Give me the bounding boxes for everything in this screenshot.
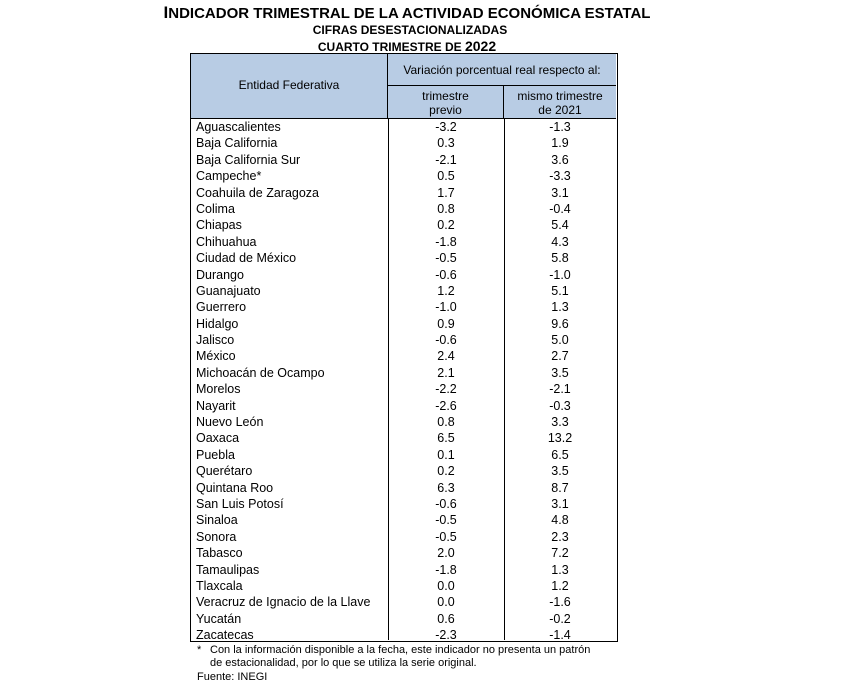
- cell-mismo-trimestre: 3.6: [551, 152, 569, 167]
- cell-trimestre-previo: 0.5: [437, 169, 455, 184]
- cell-mismo-trimestre: -1.0: [549, 267, 571, 282]
- cell-mismo-trimestre: 7.2: [551, 546, 569, 561]
- report-period: [7, 38, 807, 54]
- cell-trimestre-previo: 0.1: [437, 447, 455, 462]
- cell-mismo-trimestre: 1.9: [551, 136, 569, 151]
- cell-trimestre-previo: 6.5: [437, 431, 455, 446]
- header-mismo-trimestre: [504, 86, 616, 118]
- cell-trimestre-previo: -0.6: [435, 496, 457, 511]
- cell-mismo-trimestre: -1.3: [549, 120, 571, 134]
- header-variacion: [388, 54, 616, 86]
- cell-mismo-trimestre: 3.5: [551, 365, 569, 380]
- cell-trimestre-previo: 1.2: [437, 283, 455, 298]
- cell-trimestre-previo: 2.4: [437, 349, 455, 364]
- cell-mismo-trimestre: 9.6: [551, 316, 569, 331]
- table-row: [191, 381, 616, 397]
- report-title: [7, 3, 807, 23]
- table-row: [191, 578, 616, 594]
- table-row: [191, 348, 616, 364]
- table-row: [191, 135, 616, 151]
- table-row: [191, 283, 616, 299]
- table-row: [191, 496, 616, 512]
- cell-mismo-trimestre: 1.3: [551, 562, 569, 577]
- cell-entidad: Guanajuato: [196, 283, 261, 298]
- header-trimestre-previo: [388, 86, 504, 118]
- cell-trimestre-previo: -0.6: [435, 333, 457, 348]
- cell-mismo-trimestre: 1.2: [551, 578, 569, 593]
- cell-entidad: Baja California Sur: [196, 152, 301, 167]
- cell-mismo-trimestre: 2.3: [551, 529, 569, 544]
- cell-mismo-trimestre: -1.4: [549, 628, 571, 643]
- cell-entidad: Ciudad de México: [196, 251, 297, 266]
- cell-entidad: Hidalgo: [196, 316, 239, 331]
- table-row: [191, 365, 616, 381]
- report-title-rest: NDICADOR TRIMESTRAL DE LA ACTIVIDAD ECONÓMICA ESTATAL: [168, 5, 651, 22]
- table-row: [191, 316, 616, 332]
- cell-entidad: Querétaro: [196, 464, 253, 479]
- cell-mismo-trimestre: 3.1: [551, 496, 569, 511]
- cell-mismo-trimestre: 5.4: [551, 218, 569, 233]
- cell-entidad: Chiapas: [196, 218, 242, 233]
- cell-entidad: Michoacán de Ocampo: [196, 365, 325, 380]
- cell-mismo-trimestre: -2.1: [549, 382, 571, 397]
- table-row: [191, 430, 616, 446]
- table-row: [191, 267, 616, 283]
- cell-trimestre-previo: 0.6: [437, 611, 455, 626]
- table-row: [191, 414, 616, 430]
- cell-entidad: Tabasco: [196, 546, 243, 561]
- cell-trimestre-previo: 2.1: [437, 365, 455, 380]
- table-row: [191, 627, 616, 643]
- cell-entidad: Yucatán: [196, 611, 242, 626]
- footnote-line-2: de estacionalidad, por lo que se utiliza la serie original.: [210, 657, 477, 669]
- cell-trimestre-previo: 0.2: [437, 218, 455, 233]
- cell-trimestre-previo: -1.8: [435, 234, 457, 249]
- table-row: [191, 119, 616, 135]
- table-row: [191, 250, 616, 266]
- cell-mismo-trimestre: -1.6: [549, 595, 571, 610]
- data-table: [190, 53, 618, 642]
- table-row: [191, 594, 616, 610]
- cell-mismo-trimestre: 4.8: [551, 513, 569, 528]
- cell-mismo-trimestre: 8.7: [551, 480, 569, 495]
- cell-entidad: Aguascalientes: [196, 120, 281, 134]
- cell-mismo-trimestre: 1.3: [551, 300, 569, 315]
- cell-entidad: Zacatecas: [196, 628, 254, 643]
- table-row: [191, 201, 616, 217]
- cell-trimestre-previo: -1.8: [435, 562, 457, 577]
- cell-entidad: Coahuila de Zaragoza: [196, 185, 319, 200]
- cell-trimestre-previo: -0.5: [435, 251, 457, 266]
- cell-mismo-trimestre: 3.5: [551, 464, 569, 479]
- cell-mismo-trimestre: 5.8: [551, 251, 569, 266]
- cell-trimestre-previo: -0.6: [435, 267, 457, 282]
- cell-trimestre-previo: 6.3: [437, 480, 455, 495]
- table-row: [191, 529, 616, 545]
- table-row: [191, 299, 616, 315]
- header-variacion-label: Variación porcentual real respecto al:: [403, 62, 601, 77]
- cell-trimestre-previo: -0.5: [435, 529, 457, 544]
- cell-trimestre-previo: 1.7: [437, 185, 455, 200]
- cell-trimestre-previo: -2.6: [435, 398, 457, 413]
- table-row: [191, 447, 616, 463]
- table-row: [191, 480, 616, 496]
- cell-entidad: Jalisco: [196, 333, 235, 348]
- cell-trimestre-previo: 0.8: [437, 415, 455, 430]
- cell-entidad: Nuevo León: [196, 415, 264, 430]
- cell-trimestre-previo: 0.0: [437, 578, 455, 593]
- cell-entidad: Nayarit: [196, 398, 236, 413]
- cell-trimestre-previo: -0.5: [435, 513, 457, 528]
- report-title-initial: I: [163, 3, 169, 22]
- cell-entidad: Baja California: [196, 136, 278, 151]
- table-row: [191, 217, 616, 233]
- cell-entidad: Oaxaca: [196, 431, 240, 446]
- cell-trimestre-previo: 0.8: [437, 201, 455, 216]
- cell-entidad: Durango: [196, 267, 244, 282]
- cell-trimestre-previo: -3.2: [435, 120, 457, 134]
- cell-mismo-trimestre: 3.1: [551, 185, 569, 200]
- cell-entidad: Morelos: [196, 382, 241, 397]
- header-trimestre-previo-label: trimestre previo: [422, 89, 469, 117]
- cell-trimestre-previo: -2.3: [435, 628, 457, 643]
- table-body: [191, 119, 616, 644]
- table-row: [191, 234, 616, 250]
- table-row: [191, 168, 616, 184]
- table-row: [191, 562, 616, 578]
- cell-mismo-trimestre: -0.2: [549, 611, 571, 626]
- cell-mismo-trimestre: -0.4: [549, 201, 571, 216]
- source-note: Fuente: INEGI: [197, 671, 268, 683]
- cell-entidad: Sonora: [196, 529, 237, 544]
- cell-trimestre-previo: -2.1: [435, 152, 457, 167]
- table-row: [191, 398, 616, 414]
- cell-entidad: Quintana Roo: [196, 480, 274, 495]
- cell-mismo-trimestre: 6.5: [551, 447, 569, 462]
- cell-entidad: Tlaxcala: [196, 578, 243, 593]
- table-row: [191, 185, 616, 201]
- cell-entidad: Colima: [196, 201, 235, 216]
- cell-trimestre-previo: 0.9: [437, 316, 455, 331]
- table-row: [191, 463, 616, 479]
- header-entidad-label: Entidad Federativa: [238, 78, 340, 92]
- table-row: [191, 152, 616, 168]
- cell-mismo-trimestre: -3.3: [549, 169, 571, 184]
- cell-trimestre-previo: 0.3: [437, 136, 455, 151]
- footnote-line-1: Con la información disponible a la fecha, este indicador no presenta un patrón: [210, 644, 591, 656]
- cell-trimestre-previo: -1.0: [435, 300, 457, 315]
- cell-mismo-trimestre: 2.7: [551, 349, 569, 364]
- cell-mismo-trimestre: 5.1: [551, 283, 569, 298]
- cell-mismo-trimestre: -0.3: [549, 398, 571, 413]
- cell-trimestre-previo: 0.0: [437, 595, 455, 610]
- report-subtitle: CIFRAS DESESTACIONALIZADAS: [312, 23, 508, 37]
- cell-entidad: San Luis Potosí: [196, 496, 284, 511]
- cell-entidad: Chihuahua: [196, 234, 257, 249]
- table-row: [191, 512, 616, 528]
- cell-trimestre-previo: -2.2: [435, 382, 457, 397]
- cell-trimestre-previo: 2.0: [437, 546, 455, 561]
- cell-entidad: Veracruz de Ignacio de la Llave: [196, 595, 371, 610]
- report-period-year: 2022: [464, 38, 497, 54]
- header-mismo-trimestre-label: mismo trimestre de 2021: [517, 89, 603, 117]
- table-row: [191, 611, 616, 627]
- cell-entidad: Sinaloa: [196, 513, 238, 528]
- cell-trimestre-previo: 0.2: [437, 464, 455, 479]
- cell-entidad: México: [196, 349, 236, 364]
- cell-entidad: Puebla: [196, 447, 235, 462]
- table-row: [191, 332, 616, 348]
- cell-entidad: Campeche*: [196, 169, 262, 184]
- cell-entidad: Guerrero: [196, 300, 247, 315]
- cell-mismo-trimestre: 5.0: [551, 333, 569, 348]
- footnote-marker: *: [197, 644, 202, 656]
- cell-entidad: Tamaulipas: [196, 562, 260, 577]
- cell-mismo-trimestre: 13.2: [547, 431, 573, 446]
- cell-mismo-trimestre: 3.3: [551, 415, 569, 430]
- table-row: [191, 545, 616, 561]
- report-period-prefix: CUARTO TRIMESTRE DE: [317, 40, 465, 54]
- header-entidad: [191, 54, 388, 118]
- cell-mismo-trimestre: 4.3: [551, 234, 569, 249]
